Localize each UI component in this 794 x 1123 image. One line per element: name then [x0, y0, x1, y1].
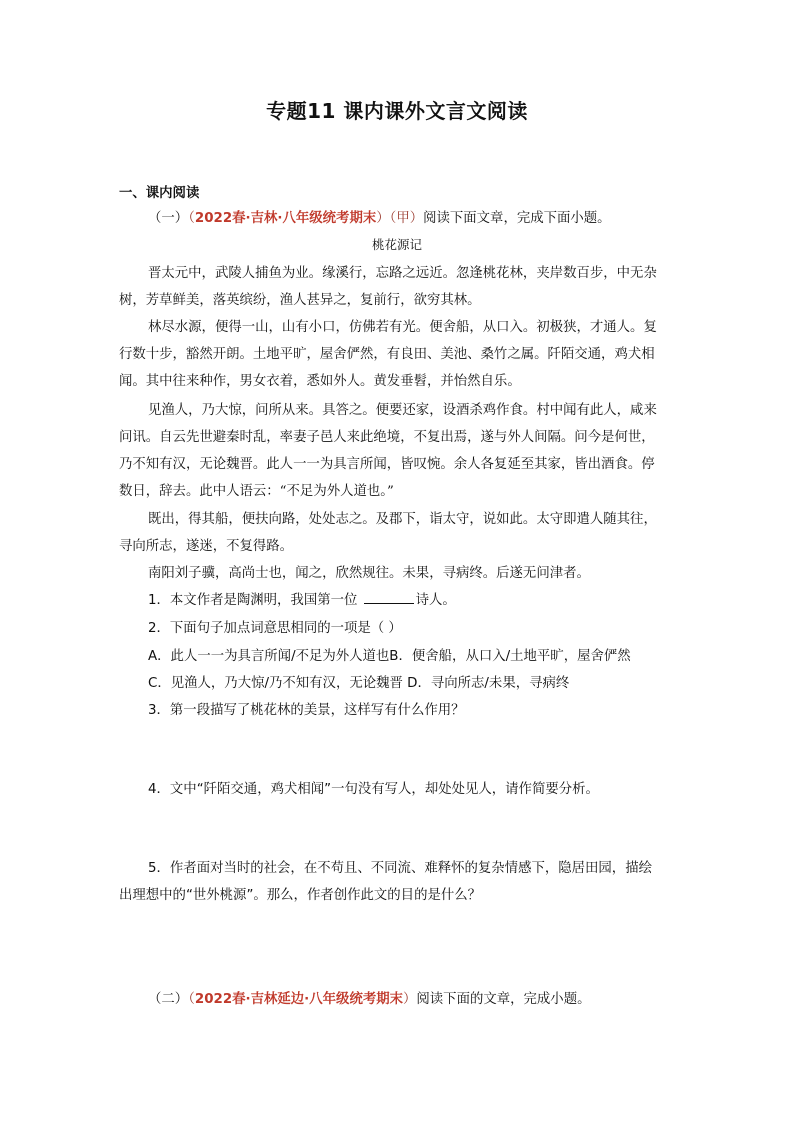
- question-4: 4．文中“阡陌交通，鸡犬相闻”一句没有写人，却处处见人，请作简要分析。: [148, 782, 599, 797]
- page-title: 专题11 课内课外文言文阅读: [266, 99, 528, 123]
- passage-two-header: [148, 988, 590, 1007]
- poem-title: 桃花源记: [371, 237, 422, 252]
- passage-one-header: [148, 207, 611, 226]
- paren-close-2: ）: [403, 992, 417, 1007]
- passage-one-prefix: （一）: [148, 211, 189, 226]
- text-line-12: 南阳刘子骥，高尚士也，闻之，欣然规往。未果，寻病终。后遂无问津者。: [148, 566, 590, 581]
- question-2: 2．下面句子加点词意思相同的一项是（ ）: [148, 621, 402, 636]
- question-5-line-2: 出理想中的“世外桃源”。那么，作者创作此文的目的是什么？: [119, 888, 482, 903]
- text-line-4: 行数十步，豁然开朗。土地平旷，屋舍俨然，有良田、美池、桑竹之属。阡陌交通，鸡犬相: [119, 347, 655, 362]
- passage-two-instruction: 阅读下面的文章，完成小题。: [416, 992, 591, 1007]
- section-heading: 一、课内阅读: [119, 186, 200, 201]
- text-line-2: 树，芳草鲜美，落英缤纷，渔人甚异之，复前行，欲穷其林。: [119, 293, 481, 308]
- text-line-8: 乃不知有汉，无论魏晋。此人一一为具言所闻，皆叹惋。余人各复延至其家，皆出酒食。停: [119, 457, 655, 472]
- text-line-10: 既出，得其船，便扶向路，处处志之。及郡下，诣太守，说如此。太守即遣人随其往，: [148, 512, 657, 527]
- text-line-6: 见渔人，乃大惊，问所从来。具答之。便要还家，设酒杀鸡作食。村中闻有此人，咸来: [148, 403, 657, 418]
- text-line-1: 晋太元中，武陵人捕鱼为业。缘溪行，忘路之远近。忽逢桃花林，夹岸数百步，中无杂: [148, 266, 657, 281]
- question-5-line-1: 5．作者面对当时的社会，在不苟且、不同流、难释怀的复杂情感下，隐居田园，描绘: [148, 861, 652, 876]
- text-line-11: 寻向所志，遂迷，不复得路。: [119, 539, 294, 554]
- text-line-3: 林尽水源，便得一山，山有小口，仿佛若有光。便舍船，从口入。初极狭，才通人。复: [148, 320, 657, 335]
- question-3: 3．第一段描写了桃花林的美景，这样写有什么作用？: [148, 703, 465, 718]
- text-line-7: 问讯。自云先世避秦时乱，率妻子邑人来此绝境，不复出焉，遂与外人间隔。问今是何世，: [119, 430, 655, 445]
- passage-one-instruction: 阅读下面文章，完成下面小题。: [423, 211, 611, 226]
- text-line-5: 闻。其中往来种作，男女衣着，悉如外人。黄发垂髫，并怡然自乐。: [119, 374, 521, 389]
- paren-open: （: [188, 211, 195, 226]
- passage-two-source: 2022春·吉林延边·八年级统考期末: [194, 992, 404, 1007]
- answer-blank: [364, 591, 414, 604]
- question-1: 1．本文作者是陶渊明，我国第一位 诗人。: [148, 593, 456, 608]
- question-2-options-ab: A．此人一一为具言所闻/不足为外人道也B．便舍船，从口入/土地平旷，屋舍俨然: [148, 649, 631, 664]
- passage-two-prefix: （二）: [148, 992, 189, 1007]
- paren-close-tag: ）（甲）: [376, 211, 424, 226]
- paren-open-2: （: [188, 992, 195, 1007]
- passage-one-source: 2022春·吉林·八年级统考期末: [194, 211, 377, 226]
- question-2-options-cd: C．见渔人，乃大惊/乃不知有汉，无论魏晋 D．寻向所志/未果，寻病终: [148, 676, 570, 691]
- text-line-9: 数日，辞去。此中人语云：“不足为外人道也。”: [119, 484, 394, 499]
